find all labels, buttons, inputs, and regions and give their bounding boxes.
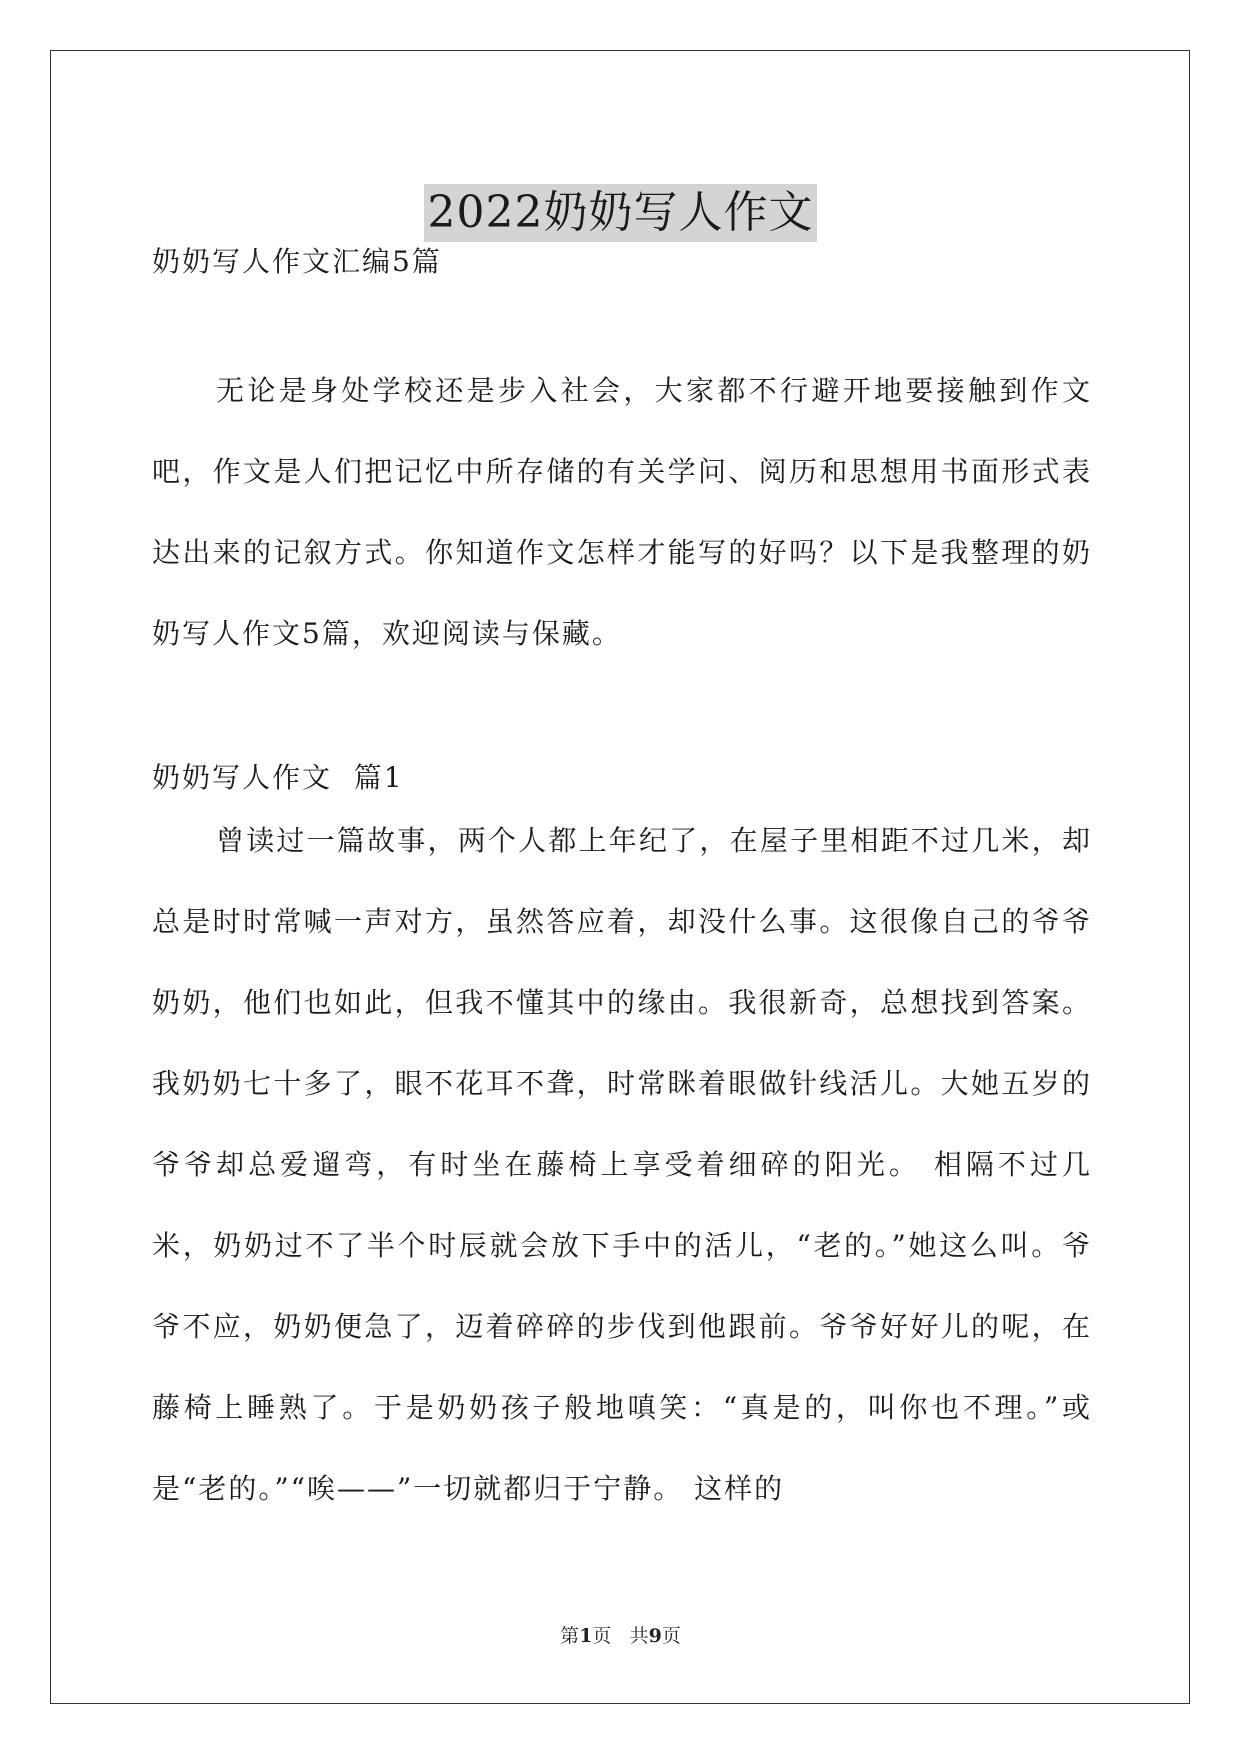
- section-heading: 奶奶写人作文 篇1: [152, 761, 404, 794]
- total-unit: 页: [661, 1625, 681, 1647]
- total-page-count: 9: [648, 1625, 662, 1647]
- document-subtitle: 奶奶写人作文汇编5篇: [152, 245, 442, 278]
- intro-paragraph: 无论是身处学校还是步入社会，大家都不行避开地要接触到作文吧，作文是人们把记忆中所存储的有关学问、阅历和思想用书面形式表达出来的记叙方式。你知道作文怎样才能写的好吗？以下是我整理的奶奶写人作文5篇，欢迎阅读与保藏。: [152, 374, 1092, 650]
- total-prefix: 共: [629, 1625, 649, 1647]
- page-footer: [0, 1624, 1241, 1648]
- document-title: 2022奶奶写人作文: [424, 184, 818, 242]
- essay-paragraph: 曾读过一篇故事，两个人都上年纪了，在屋子里相距不过几米，却总是时时常喊一声对方，虽然答应着，却没什么事。这很像自己的爷爷奶奶，他们也如此，但我不懂其中的缘由。我很新奇，总想找到答案。 我奶奶七十多了，眼不花耳不聋，时常眯着眼做针线活儿。大她五岁的爷爷却总爱遛弯，有时坐在藤椅上享受着细碎的阳光。 相隔不过几米，奶奶过不了半个时辰就会放下手中的活儿，“老的。”她这么叫。爷爷不应，奶奶便急了，迈着碎碎的步伐到他跟前。爷爷好好儿的呢，在藤椅上睡熟了。于是奶奶孩子般地嗔笑：“真是的，叫你也不理。”或是“老的。”“唉——”一切就都归于宁静。 这样的: [152, 824, 1092, 1505]
- page-unit: 页: [592, 1625, 612, 1647]
- current-page-number: 1: [579, 1625, 593, 1647]
- page-prefix: 第: [560, 1625, 580, 1647]
